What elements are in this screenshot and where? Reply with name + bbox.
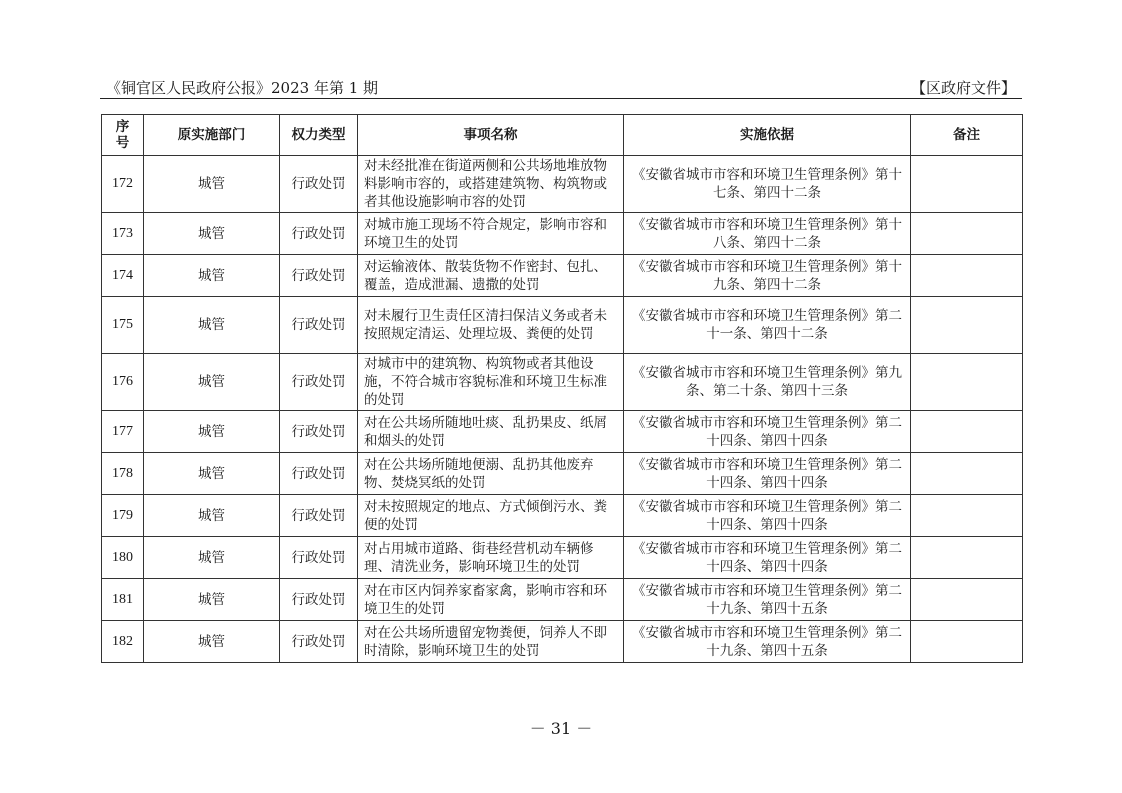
cell-seq: 179 xyxy=(102,495,144,537)
cell-type: 行政处罚 xyxy=(280,453,358,495)
cell-basis: 《安徽省城市市容和环境卫生管理条例》第二十四条、第四十四条 xyxy=(624,495,911,537)
cell-basis: 《安徽省城市市容和环境卫生管理条例》第二十四条、第四十四条 xyxy=(624,453,911,495)
cell-dept: 城管 xyxy=(144,297,280,354)
cell-matter: 对城市中的建筑物、构筑物或者其他设施，不符合城市容貌标准和环境卫生标准的处罚 xyxy=(358,354,624,411)
cell-type: 行政处罚 xyxy=(280,255,358,297)
cell-seq: 175 xyxy=(102,297,144,354)
table-row xyxy=(102,354,1023,411)
cell-matter: 对在公共场所随地吐痰、乱扔果皮、纸屑和烟头的处罚 xyxy=(358,411,624,453)
cell-note xyxy=(911,354,1023,411)
cell-note xyxy=(911,213,1023,255)
table-row xyxy=(102,297,1023,354)
table-row xyxy=(102,411,1023,453)
cell-type: 行政处罚 xyxy=(280,495,358,537)
cell-seq: 174 xyxy=(102,255,144,297)
cell-basis: 《安徽省城市市容和环境卫生管理条例》第十八条、第四十二条 xyxy=(624,213,911,255)
cell-note xyxy=(911,621,1023,663)
cell-type: 行政处罚 xyxy=(280,411,358,453)
cell-seq: 176 xyxy=(102,354,144,411)
cell-basis: 《安徽省城市市容和环境卫生管理条例》第十九条、第四十二条 xyxy=(624,255,911,297)
cell-seq: 172 xyxy=(102,156,144,213)
cell-basis: 《安徽省城市市容和环境卫生管理条例》第二十九条、第四十五条 xyxy=(624,579,911,621)
cell-dept: 城管 xyxy=(144,495,280,537)
cell-dept: 城管 xyxy=(144,213,280,255)
cell-seq: 181 xyxy=(102,579,144,621)
table-row xyxy=(102,213,1023,255)
page-number: － 31 － xyxy=(529,719,593,738)
cell-note xyxy=(911,156,1023,213)
cell-matter: 对在公共场所遗留宠物粪便，饲养人不即时清除，影响环境卫生的处罚 xyxy=(358,621,624,663)
cell-seq: 177 xyxy=(102,411,144,453)
cell-basis: 《安徽省城市市容和环境卫生管理条例》第二十九条、第四十五条 xyxy=(624,621,911,663)
cell-matter: 对运输液体、散装货物不作密封、包扎、覆盖，造成泄漏、遗撒的处罚 xyxy=(358,255,624,297)
cell-dept: 城管 xyxy=(144,354,280,411)
table-row xyxy=(102,255,1023,297)
cell-matter: 对占用城市道路、街巷经营机动车辆修理、清洗业务，影响环境卫生的处罚 xyxy=(358,537,624,579)
column-header-basis: 实施依据 xyxy=(624,115,911,156)
cell-dept: 城管 xyxy=(144,156,280,213)
cell-dept: 城管 xyxy=(144,255,280,297)
column-header-matter: 事项名称 xyxy=(358,115,624,156)
column-header-dept: 原实施部门 xyxy=(144,115,280,156)
cell-basis: 《安徽省城市市容和环境卫生管理条例》第十七条、第四十二条 xyxy=(624,156,911,213)
cell-basis: 《安徽省城市市容和环境卫生管理条例》第二十一条、第四十二条 xyxy=(624,297,911,354)
cell-seq: 178 xyxy=(102,453,144,495)
cell-matter: 对未按照规定的地点、方式倾倒污水、粪便的处罚 xyxy=(358,495,624,537)
column-header-seq xyxy=(102,115,144,156)
section-label: 【区政府文件】 xyxy=(910,79,1016,97)
cell-note xyxy=(911,297,1023,354)
table-row xyxy=(102,495,1023,537)
bulletin-title: 《铜官区人民政府公报》2023 年第 1 期 xyxy=(106,79,379,97)
cell-seq: 180 xyxy=(102,537,144,579)
cell-basis: 《安徽省城市市容和环境卫生管理条例》第九条、第二十条、第四十三条 xyxy=(624,354,911,411)
cell-matter: 对未经批准在街道两侧和公共场地堆放物料影响市容的，或搭建建筑物、构筑物或者其他设施影响市容的处罚 xyxy=(358,156,624,213)
cell-dept: 城管 xyxy=(144,579,280,621)
cell-note xyxy=(911,255,1023,297)
cell-matter: 对在市区内饲养家畜家禽，影响市容和环境卫生的处罚 xyxy=(358,579,624,621)
cell-matter: 对在公共场所随地便溺、乱扔其他废弃物、焚烧冥纸的处罚 xyxy=(358,453,624,495)
cell-dept: 城管 xyxy=(144,537,280,579)
table-row xyxy=(102,156,1023,213)
cell-note xyxy=(911,579,1023,621)
cell-dept: 城管 xyxy=(144,411,280,453)
cell-seq: 173 xyxy=(102,213,144,255)
cell-note xyxy=(911,453,1023,495)
table-row xyxy=(102,579,1023,621)
cell-basis: 《安徽省城市市容和环境卫生管理条例》第二十四条、第四十四条 xyxy=(624,537,911,579)
cell-basis: 《安徽省城市市容和环境卫生管理条例》第二十四条、第四十四条 xyxy=(624,411,911,453)
cell-dept: 城管 xyxy=(144,453,280,495)
cell-type: 行政处罚 xyxy=(280,621,358,663)
cell-dept: 城管 xyxy=(144,621,280,663)
page-header xyxy=(100,76,1022,99)
cell-matter: 对未履行卫生责任区清扫保洁义务或者未按照规定清运、处理垃圾、粪便的处罚 xyxy=(358,297,624,354)
cell-type: 行政处罚 xyxy=(280,354,358,411)
cell-type: 行政处罚 xyxy=(280,213,358,255)
table-row xyxy=(102,453,1023,495)
table-row xyxy=(102,537,1023,579)
column-header-type: 权力类型 xyxy=(280,115,358,156)
column-header-note: 备注 xyxy=(911,115,1023,156)
cell-type: 行政处罚 xyxy=(280,156,358,213)
cell-type: 行政处罚 xyxy=(280,537,358,579)
table-header-row xyxy=(102,115,1023,156)
seq-header-text: 序号 xyxy=(115,119,130,151)
table-body xyxy=(102,156,1023,663)
cell-note xyxy=(911,495,1023,537)
power-items-table xyxy=(101,114,1023,663)
cell-matter: 对城市施工现场不符合规定，影响市容和环境卫生的处罚 xyxy=(358,213,624,255)
table-row xyxy=(102,621,1023,663)
cell-type: 行政处罚 xyxy=(280,297,358,354)
cell-note xyxy=(911,411,1023,453)
cell-note xyxy=(911,537,1023,579)
cell-type: 行政处罚 xyxy=(280,579,358,621)
cell-seq: 182 xyxy=(102,621,144,663)
